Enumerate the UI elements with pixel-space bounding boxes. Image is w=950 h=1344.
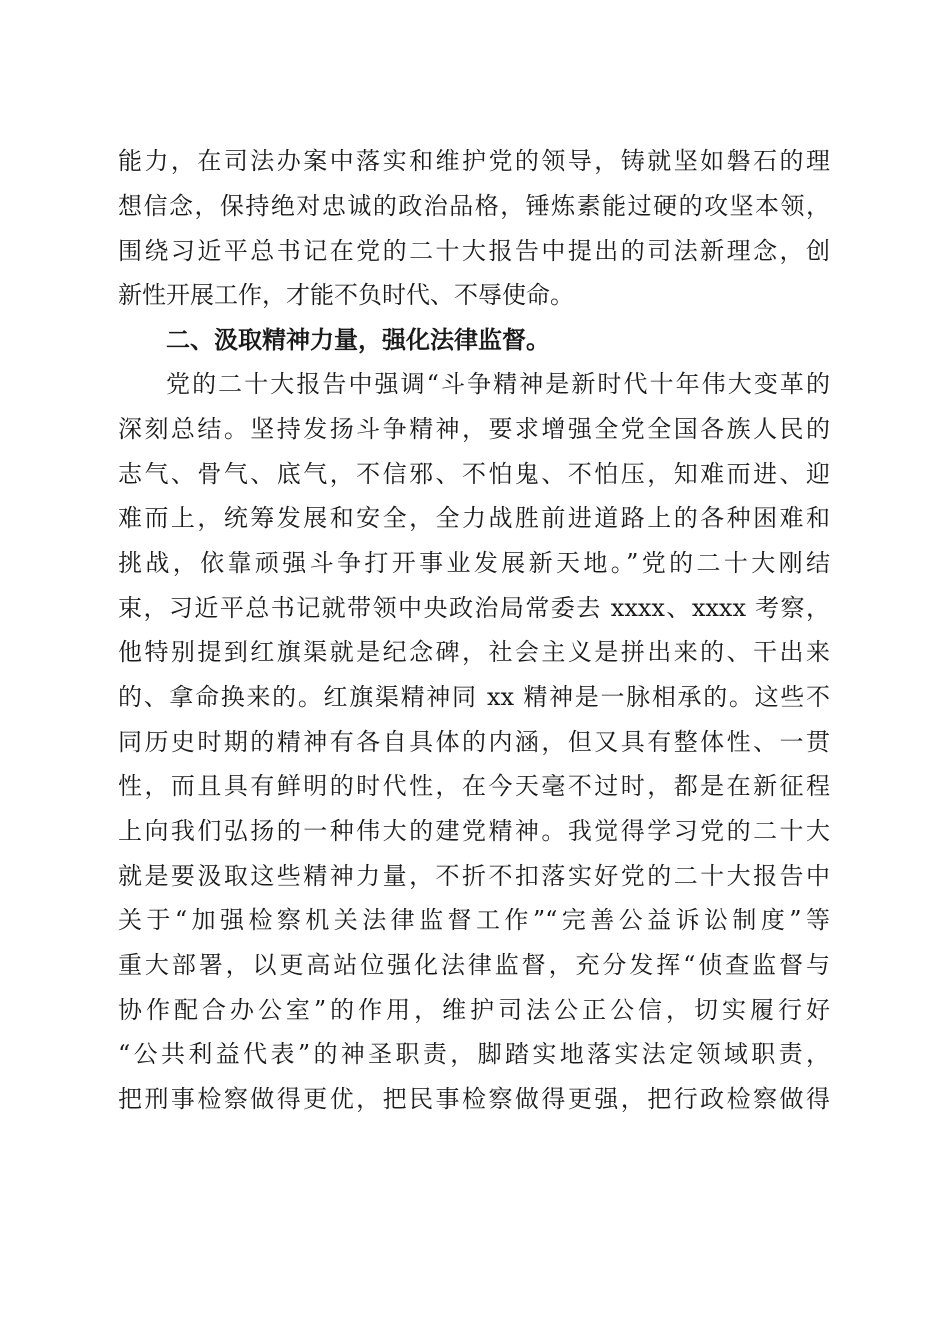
- paragraph-line: 想信念，保持绝对忠诚的政治品格，锤炼素能过硬的攻坚本领，: [118, 192, 830, 220]
- paragraph-line: 志气、骨气、底气，不信邪、不怕鬼、不怕压，知难而进、迎: [118, 460, 830, 488]
- paragraph-line: 重大部署，以更高站位强化法律监督，充分发挥“侦查监督与: [118, 951, 830, 979]
- paragraph-line: 围绕习近平总书记在党的二十大报告中提出的司法新理念，创: [118, 237, 830, 265]
- paragraph-line: “公共利益代表”的神圣职责，脚踏实地落实法定领域职责，: [118, 1040, 830, 1068]
- paragraph-line: 能力，在司法办案中落实和维护党的领导，铸就坚如磐石的理: [118, 147, 830, 175]
- paragraph-line: 的、拿命换来的。红旗渠精神同 xx 精神是一脉相承的。这些不: [118, 683, 830, 711]
- paragraph-line: 束，习近平总书记就带领中央政治局常委去 xxxx、xxxx 考察，: [118, 594, 830, 622]
- paragraph-line: 把刑事检察做得更优，把民事检察做得更强，把行政检察做得: [118, 1085, 830, 1113]
- paragraph-line: 深刻总结。坚持发扬斗争精神，要求增强全党全国各族人民的: [118, 415, 830, 443]
- paragraph-line: 挑战，依靠顽强斗争打开事业发展新天地。”党的二十大刚结: [118, 549, 830, 577]
- paragraph-line: 党的二十大报告中强调“斗争精神是新时代十年伟大变革的: [166, 370, 830, 398]
- paragraph-line: 就是要汲取这些精神力量，不折不扣落实好党的二十大报告中: [118, 862, 830, 890]
- paragraph-line: 新性开展工作，才能不负时代、不辱使命。: [118, 281, 574, 309]
- paragraph-line: 同历史时期的精神有各自具体的内涵，但又具有整体性、一贯: [118, 728, 830, 756]
- section-heading: 二、汲取精神力量，强化法律监督。: [166, 326, 550, 354]
- paragraph-line: 上向我们弘扬的一种伟大的建党精神。我觉得学习党的二十大: [118, 817, 830, 845]
- paragraph-line: 关于“加强检察机关法律监督工作”“完善公益诉讼制度”等: [118, 906, 830, 934]
- paragraph-line: 他特别提到红旗渠就是纪念碑，社会主义是拼出来的、干出来: [118, 638, 830, 666]
- paragraph-line: 协作配合办公室”的作用，维护司法公正公信，切实履行好: [118, 996, 830, 1024]
- paragraph-line: 难而上，统筹发展和安全，全力战胜前进道路上的各种困难和: [118, 504, 830, 532]
- paragraph-line: 性，而且具有鲜明的时代性，在今天毫不过时，都是在新征程: [118, 772, 830, 800]
